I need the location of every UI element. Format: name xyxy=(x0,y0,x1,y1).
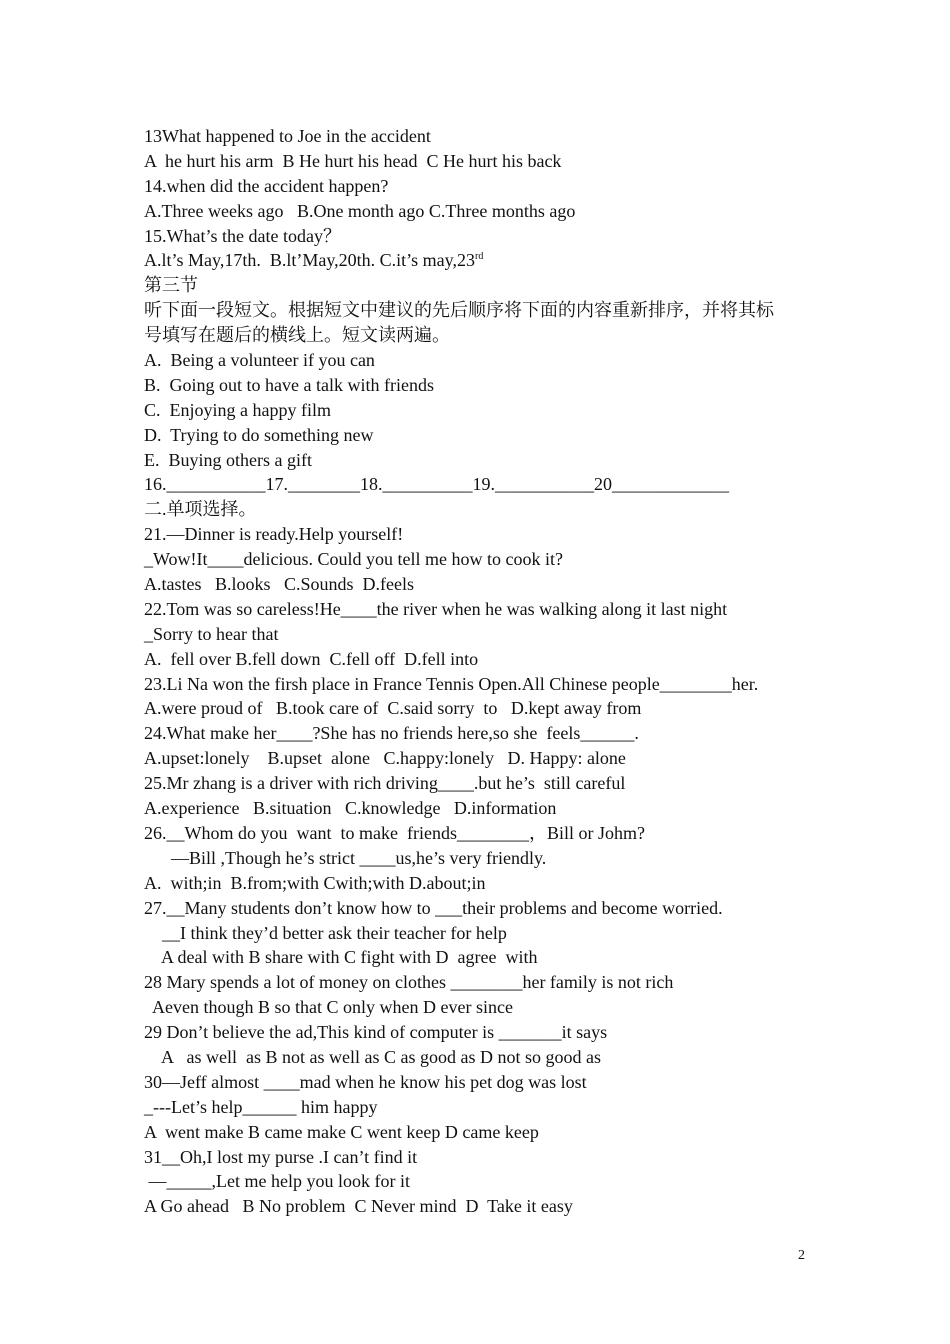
listening-item-d: D. Trying to do something new xyxy=(144,424,374,445)
options-25: A.experience B.situation C.knowledge D.information xyxy=(144,798,557,819)
options-28: Aeven though B so that C only when D ever since xyxy=(144,997,513,1018)
question-22: 22.Tom was so careless!He____the river when he was walking along it last night xyxy=(144,598,728,619)
question-31-reply: —_____,Let me help you look for it xyxy=(144,1171,410,1192)
options-13: A he hurt his arm B He hurt his head C He hurt his back xyxy=(144,150,562,171)
question-30: 30—Jeff almost ____mad when he know his pet dog was lost xyxy=(144,1071,587,1092)
question-21-reply: _Wow!It____delicious. Could you tell me how to cook it? xyxy=(144,549,563,570)
question-13: 13What happened to Joe in the accident xyxy=(144,126,431,146)
superscript-rd: rd xyxy=(475,251,484,263)
options-14: A.Three weeks ago B.One month ago C.Three months ago xyxy=(144,200,576,221)
question-23: 23.Li Na won the firsh place in France Tennis Open.All Chinese people________her. xyxy=(144,673,759,694)
options-15-text: A.lt’s May,17th. B.lt’May,20th. C.it’s may,23 xyxy=(144,250,475,271)
question-25: 25.Mr zhang is a driver with rich driving____.but he’s still careful xyxy=(144,773,626,794)
options-26: A. with;in B.from;with Cwith;with D.about;in xyxy=(144,872,486,893)
question-27: 27.__Many students don’t know how to ___their problems and become worried. xyxy=(144,897,723,918)
listening-item-b: B. Going out to have a talk with friends xyxy=(144,374,434,395)
question-30-reply: _---Let’s help______ him happy xyxy=(144,1096,378,1117)
question-28: 28 Mary spends a lot of money on clothes ________her family is not rich xyxy=(144,972,674,993)
options-23: A.were proud of B.took care of C.said sorry to D.kept away from xyxy=(144,698,642,719)
page-number: 2 xyxy=(798,1248,805,1263)
question-26: 26.__Whom do you want to make friends________，Bill or Johm? xyxy=(144,822,645,843)
options-21: A.tastes B.looks C.Sounds D.feels xyxy=(144,574,414,595)
document-body xyxy=(144,124,824,1219)
question-29: 29 Don’t believe the ad,This kind of computer is _______it says xyxy=(144,1022,608,1043)
answer-blanks-16-20: 16.___________17.________18.__________19.___________20_____________ xyxy=(144,474,729,495)
listening-item-a: A. Being a volunteer if you can xyxy=(144,350,375,371)
options-22: A. fell over B.fell down C.fell off D.fell into xyxy=(144,648,479,669)
question-14: 14.when did the accident happen? xyxy=(144,175,389,196)
question-31: 31__Oh,I lost my purse .I can’t find it xyxy=(144,1146,418,1167)
options-24: A.upset:lonely B.upset alone C.happy:lonely D. Happy: alone xyxy=(144,748,626,769)
options-30: A went make B came make C went keep D came keep xyxy=(144,1121,539,1142)
instruction-line-2: 号填写在题后的横线上。短文读两遍。 xyxy=(144,325,450,346)
options-29: A as well as B not as well as C as good as D not so good as xyxy=(144,1046,601,1067)
question-22-reply: _Sorry to hear that xyxy=(144,623,279,644)
question-24: 24.What make her____?She has no friends here,so she feels______. xyxy=(144,723,639,744)
question-21: 21.—Dinner is ready.Help yourself! xyxy=(144,524,404,545)
multiple-choice-heading: 二.单项选择。 xyxy=(144,499,257,520)
options-15 xyxy=(144,248,824,273)
question-26-reply: —Bill ,Though he’s strict ____us,he’s very friendly. xyxy=(144,847,547,868)
options-31: A Go ahead B No problem C Never mind D Take it easy xyxy=(144,1196,573,1217)
options-27: A deal with B share with C fight with D agree with xyxy=(144,947,538,968)
listening-item-e: E. Buying others a gift xyxy=(144,449,312,470)
listening-item-c: C. Enjoying a happy film xyxy=(144,399,331,420)
section-heading: 第三节 xyxy=(144,275,198,296)
instruction-line-1: 听下面一段短文。根据短文中建议的先后顺序将下面的内容重新排序，并将其标 xyxy=(144,300,774,321)
question-27-reply: __I think they’d better ask their teacher for help xyxy=(144,922,507,943)
question-15: 15.What’s the date today？ xyxy=(144,225,341,246)
